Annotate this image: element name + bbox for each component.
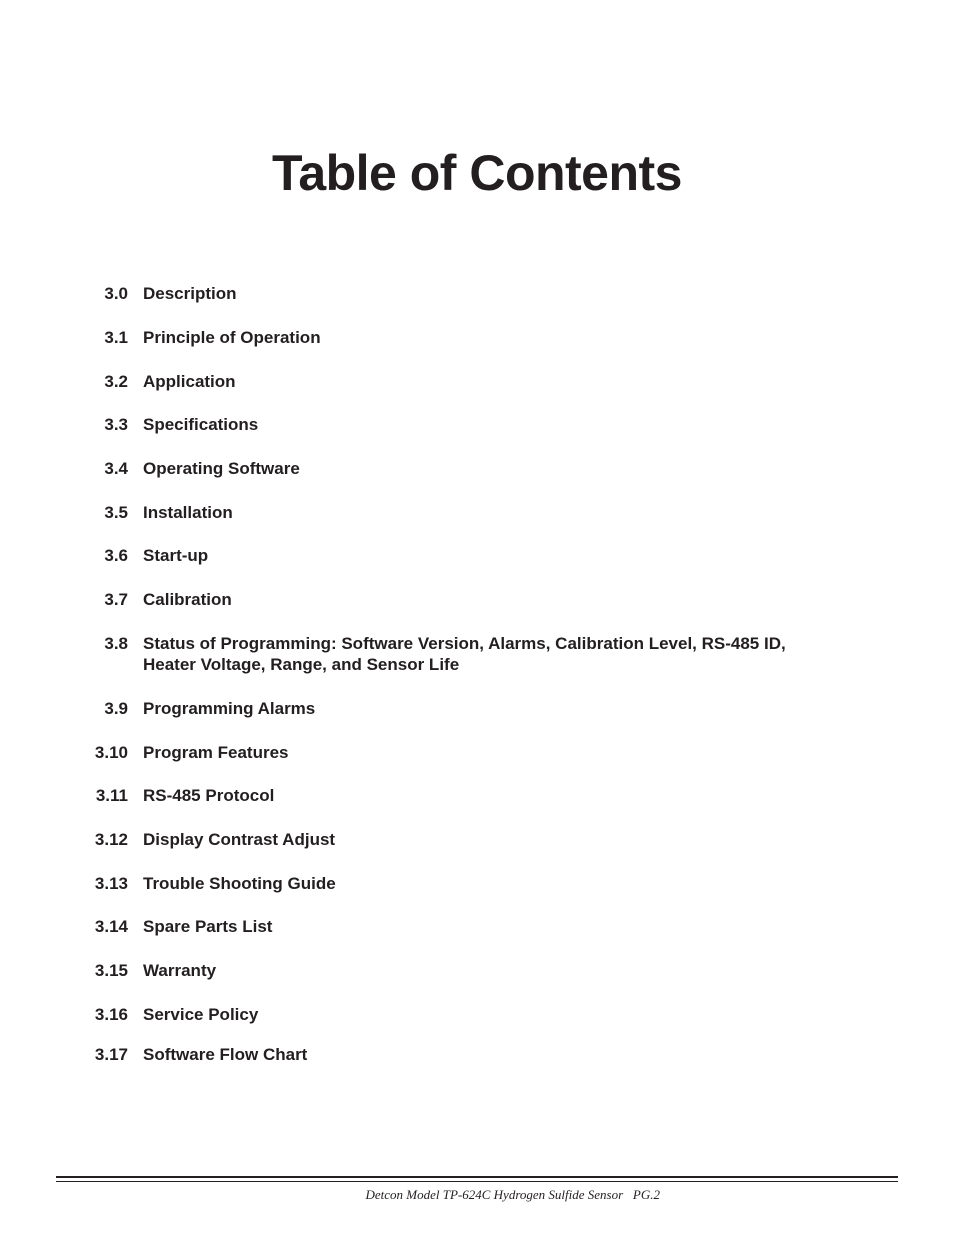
toc-title: Specifications (143, 415, 259, 434)
toc-number: 3.16 (94, 1005, 128, 1024)
page-footer (300, 1186, 660, 1204)
toc-number: 3.10 (94, 743, 128, 762)
toc-number: 3.1 (104, 328, 128, 347)
toc-number: 3.7 (104, 590, 128, 609)
toc-title: Display Contrast Adjust (143, 830, 336, 849)
toc-number: 3.8 (104, 634, 128, 653)
toc-title: Spare Parts List (143, 917, 273, 936)
toc-title: Service Policy (143, 1005, 259, 1024)
toc-title: Warranty (143, 961, 217, 980)
page-title: Table of Contents (271, 145, 682, 201)
toc-title: Program Features (143, 743, 289, 762)
toc-number: 3.6 (104, 546, 128, 565)
toc-number: 3.11 (95, 786, 128, 805)
toc-title: Installation (143, 503, 233, 522)
toc-title: Status of Programming: Software Version, Alarms, Calibration Level, RS-485 ID, (143, 634, 786, 653)
toc-number: 3.15 (94, 961, 128, 980)
footer-document-name: Detcon Model TP-624C Hydrogen Sulfide Sensor (365, 1187, 624, 1202)
toc-title: Calibration (143, 590, 232, 609)
toc-title: RS-485 Protocol (143, 786, 275, 805)
footer-rule-thin (56, 1181, 898, 1182)
footer-rule-thick (56, 1176, 898, 1178)
toc-number: 3.13 (94, 874, 128, 893)
toc-title: Principle of Operation (143, 328, 321, 347)
toc-number: 3.4 (104, 459, 128, 478)
toc-title-continued: Heater Voltage, Range, and Sensor Life (143, 655, 460, 674)
toc-number: 3.3 (104, 415, 128, 434)
toc-number: 3.5 (104, 503, 128, 522)
toc-number: 3.14 (94, 917, 128, 936)
toc-title: Trouble Shooting Guide (143, 874, 336, 893)
toc-title: Programming Alarms (143, 699, 316, 718)
toc-number: 3.2 (104, 372, 128, 391)
toc-title: Application (143, 372, 236, 391)
toc-number: 3.12 (94, 830, 128, 849)
toc-number: 3.0 (104, 284, 128, 303)
toc-number: 3.17 (94, 1045, 128, 1064)
toc-title: Start-up (143, 546, 209, 565)
footer-page-number: PG.2 (632, 1187, 660, 1202)
toc-title: Description (143, 284, 237, 303)
toc-title: Software Flow Chart (143, 1045, 308, 1064)
toc-title: Operating Software (143, 459, 300, 478)
toc-number: 3.9 (104, 699, 128, 718)
